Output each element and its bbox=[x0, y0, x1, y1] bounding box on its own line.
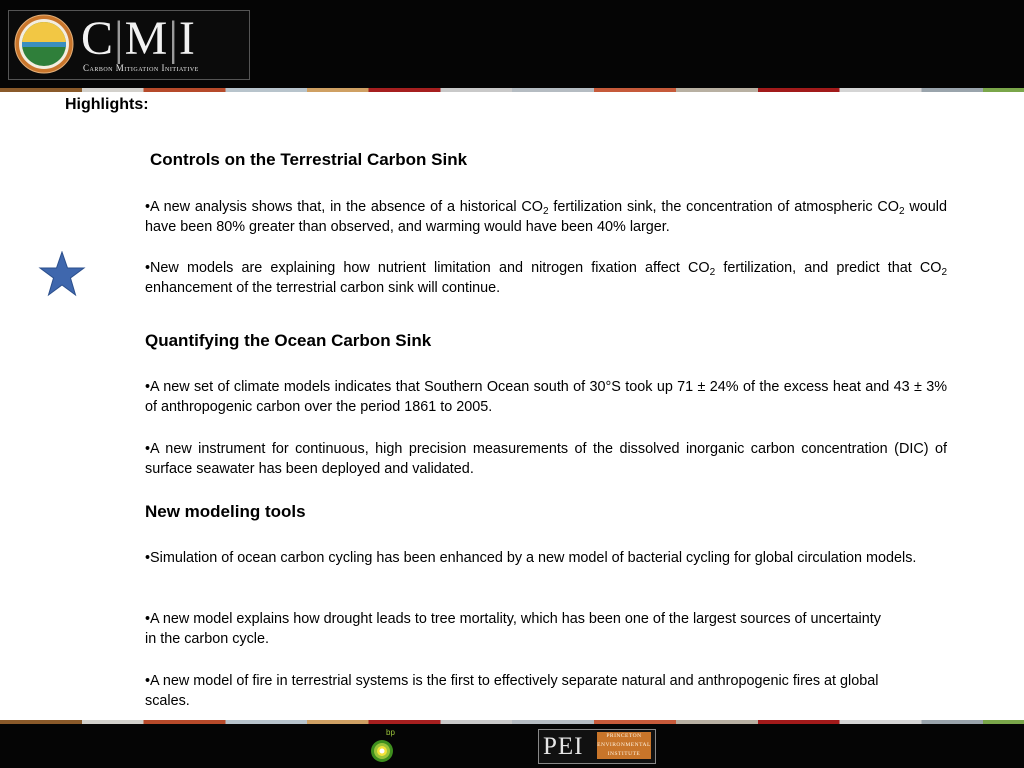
bullet-co2-fertilization: •A new analysis shows that, in the absence of a historical $CO_2$ fertilization sink, the concentration of atmospheric $CO_2$ would have been 80% greater than observed, and warming would have been 40% larger. bbox=[145, 199, 947, 235]
section-heading-ocean: Quantifying the Ocean Carbon Sink bbox=[145, 331, 432, 350]
pei-letters: PEI bbox=[543, 733, 584, 760]
header-bar bbox=[0, 0, 1024, 88]
bp-logo-icon[interactable] bbox=[368, 727, 398, 765]
logo-letter-c: C bbox=[81, 12, 115, 65]
pei-logo[interactable] bbox=[538, 729, 656, 764]
pei-name-box bbox=[597, 732, 651, 759]
bullet-nutrient-limitation: •New models are explaining how nutrient limitation and nitrogen fixation affect $CO_2$ fertilization, and predict that $CO_2$ enhancement of the terrestrial carbon sink will continue. bbox=[145, 260, 947, 296]
section-heading-terrestrial: Controls on the Terrestrial Carbon Sink bbox=[150, 150, 468, 169]
bullet-fire-model: •A new model of fire in terrestrial systems is the first to effectively separate natural and anthropogenic fires at global scales. bbox=[145, 673, 879, 709]
logo-letter-m: M bbox=[124, 12, 169, 65]
logo-subtitle: Carbon Mitigation Initiative bbox=[83, 63, 199, 73]
page-title: Highlights: bbox=[65, 96, 149, 113]
bullet-bacterial-cycling: •Simulation of ocean carbon cycling has been enhanced by a new model of bacterial cycling for global circulation models. bbox=[145, 550, 917, 566]
bullet-tree-mortality: •A new model explains how drought leads to tree mortality, which has been one of the largest sources of uncertainty in the carbon cycle. bbox=[145, 611, 881, 647]
bp-label: bp bbox=[386, 728, 395, 737]
pei-name-line-3: INSTITUTE bbox=[607, 751, 641, 757]
footer-bar bbox=[0, 724, 1024, 768]
section-heading-modeling: New modeling tools bbox=[145, 502, 306, 521]
cmi-seal-icon bbox=[13, 13, 75, 75]
header-stripe bbox=[0, 88, 1024, 92]
cmi-logo[interactable] bbox=[8, 10, 250, 80]
pei-name-line-1: PRINCETON bbox=[606, 733, 642, 739]
bullet-dic-instrument: •A new instrument for continuous, high precision measurements of the dissolved inorganic carbon concentration (DIC) of surface seawater has been deployed and validated. bbox=[145, 441, 947, 477]
star-icon bbox=[38, 251, 86, 297]
cmi-letters: C|M|I bbox=[81, 12, 196, 65]
pei-name-line-2: ENVIRONMENTAL bbox=[597, 742, 651, 748]
logo-letter-i: I bbox=[178, 12, 196, 65]
bullet-southern-ocean: •A new set of climate models indicates that Southern Ocean south of 30°S took up 71 ± 24% of the excess heat and 43 ± 3% of anthropogenic carbon over the period 1861 to 2005. bbox=[145, 379, 947, 415]
